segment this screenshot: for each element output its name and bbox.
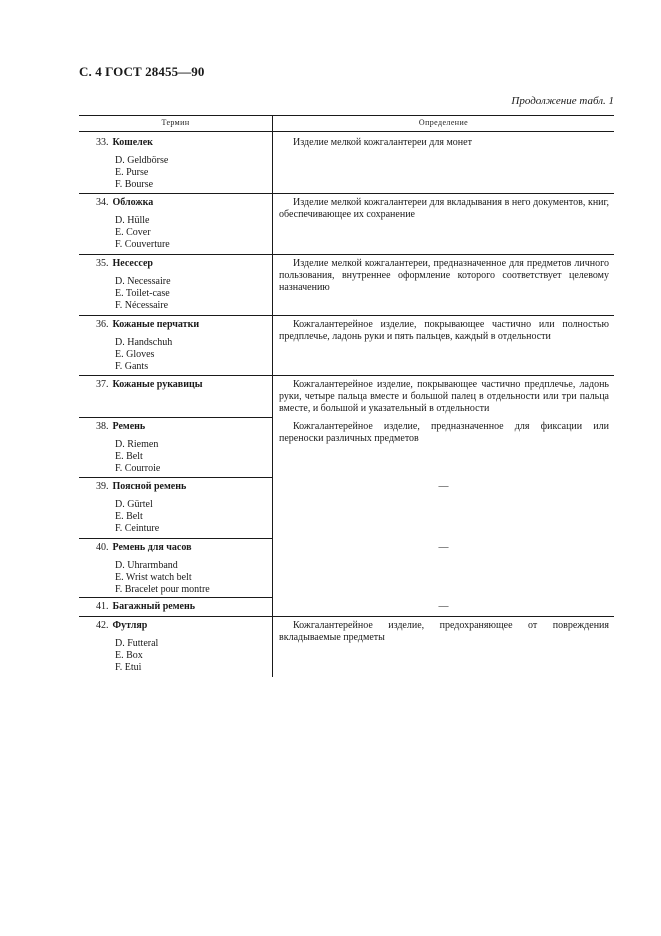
row-separator [79,477,272,478]
equivalent-de: D. Handschuh [115,337,173,348]
term-definition: Изделие мелкой кожгалантереи, предназначенное для предметов личного пользования, внутреннее оформление которого соответствует целевому назначению [279,258,609,293]
term-definition: Кожгалантерейное изделие, покрывающее частично или полностью предплечье, ладонь руки и пять пальцев, каждый в отдельности [279,319,609,342]
row-separator [79,417,272,418]
term-number: 37. [96,379,109,390]
term-name: Кошелек [112,137,153,148]
equivalent-de: D. Gürtel [115,499,153,510]
equivalent-de: D. Necessaire [115,276,171,287]
term-number: 41. [96,601,109,612]
table-continuation-note: Продолжение табл. 1 [511,95,614,107]
equivalent-de: D. Riemen [115,439,159,450]
table-header-rule [79,131,614,132]
equivalent-fr: F. Ceinture [115,523,160,534]
term-name: Несессер [112,258,153,269]
term-definition: Кожгалантерейное изделие, предназначенное для фиксации или переноски различных предметов [279,421,609,444]
row-separator [79,597,272,598]
term-name: Футляр [112,620,148,631]
term-heading [96,379,203,391]
term-number: 42. [96,620,109,631]
equivalent-en: E. Toilet-case [115,288,170,299]
row-separator [273,315,614,316]
term-heading [96,481,186,493]
equivalent-de: D. Uhrarmband [115,560,178,571]
foreign-equivalents [115,560,210,596]
row-separator [273,193,614,194]
term-number: 35. [96,258,109,269]
term-number: 33. [96,137,109,148]
equivalent-de: D. Geldbörse [115,155,169,166]
definition-dash: — [438,481,449,492]
term-name: Кожаные перчатки [112,319,200,330]
column-header-terms: Термин [161,118,190,127]
row-separator [79,193,272,194]
equivalent-en: E. Wrist watch belt [115,572,192,583]
definition-dash: — [438,601,449,612]
term-name: Обложка [112,197,154,208]
equivalent-fr: F. Gants [115,361,149,372]
term-heading [96,319,199,331]
term-name: Ремень для часов [112,542,192,553]
foreign-equivalents [115,215,170,251]
term-heading [96,258,153,270]
term-name: Кожаные рукавицы [112,379,203,390]
equivalent-fr: F. Bracelet pour montre [115,584,210,595]
term-heading [96,620,147,632]
column-divider [272,115,273,677]
column-header-definitions: Определение [418,118,469,127]
term-name: Ремень [112,421,146,432]
row-separator [79,375,272,376]
term-heading [96,601,195,613]
term-definition: Изделие мелкой кожгалантереи для вкладывания в него документов, книг, обеспечивающее их сохранение [279,197,609,220]
term-number: 38. [96,421,109,432]
definition-dash: — [438,542,449,553]
term-number: 36. [96,319,109,330]
foreign-equivalents [115,499,159,535]
term-definition: Изделие мелкой кожгалантереи для монет [293,137,472,148]
equivalent-en: E. Box [115,650,143,661]
equivalent-en: E. Purse [115,167,149,178]
equivalent-en: E. Belt [115,511,143,522]
term-heading [96,197,153,209]
term-number: 39. [96,481,109,492]
equivalent-en: E. Cover [115,227,151,238]
equivalent-fr: F. Bourse [115,179,154,190]
term-name: Багажный ремень [112,601,196,612]
row-separator [79,616,272,617]
row-separator [79,315,272,316]
equivalent-de: D. Futteral [115,638,159,649]
foreign-equivalents [115,638,158,674]
row-separator [273,616,614,617]
equivalent-fr: F. Courroie [115,463,161,474]
row-separator [273,254,614,255]
term-number: 40. [96,542,109,553]
equivalent-fr: F. Etui [115,662,142,673]
foreign-equivalents [115,439,160,475]
term-number: 34. [96,197,109,208]
table-top-rule [79,115,614,116]
row-separator [79,538,272,539]
row-separator [273,375,614,376]
foreign-equivalents [115,276,171,312]
foreign-equivalents [115,337,172,373]
equivalent-de: D. Hülle [115,215,150,226]
equivalent-en: E. Gloves [115,349,155,360]
term-definition: Кожгалантерейное изделие, покрывающее частично предплечье, ладонь руки, четыре пальца вместе и большой палец в отдельности или три пальца вместе, и большой и указательный в отдельности [279,379,609,414]
term-heading [96,421,145,433]
foreign-equivalents [115,155,168,191]
term-definition: Кожгалантерейное изделие, предохраняющее от повреждения вкладываемые предметы [279,620,609,643]
equivalent-fr: F. Nécessaire [115,300,169,311]
term-name: Поясной ремень [112,481,187,492]
term-heading [96,137,153,149]
equivalent-en: E. Belt [115,451,143,462]
equivalent-fr: F. Couverture [115,239,170,250]
term-heading [96,542,192,554]
row-separator [79,254,272,255]
page-header: С. 4 ГОСТ 28455—90 [79,64,205,79]
